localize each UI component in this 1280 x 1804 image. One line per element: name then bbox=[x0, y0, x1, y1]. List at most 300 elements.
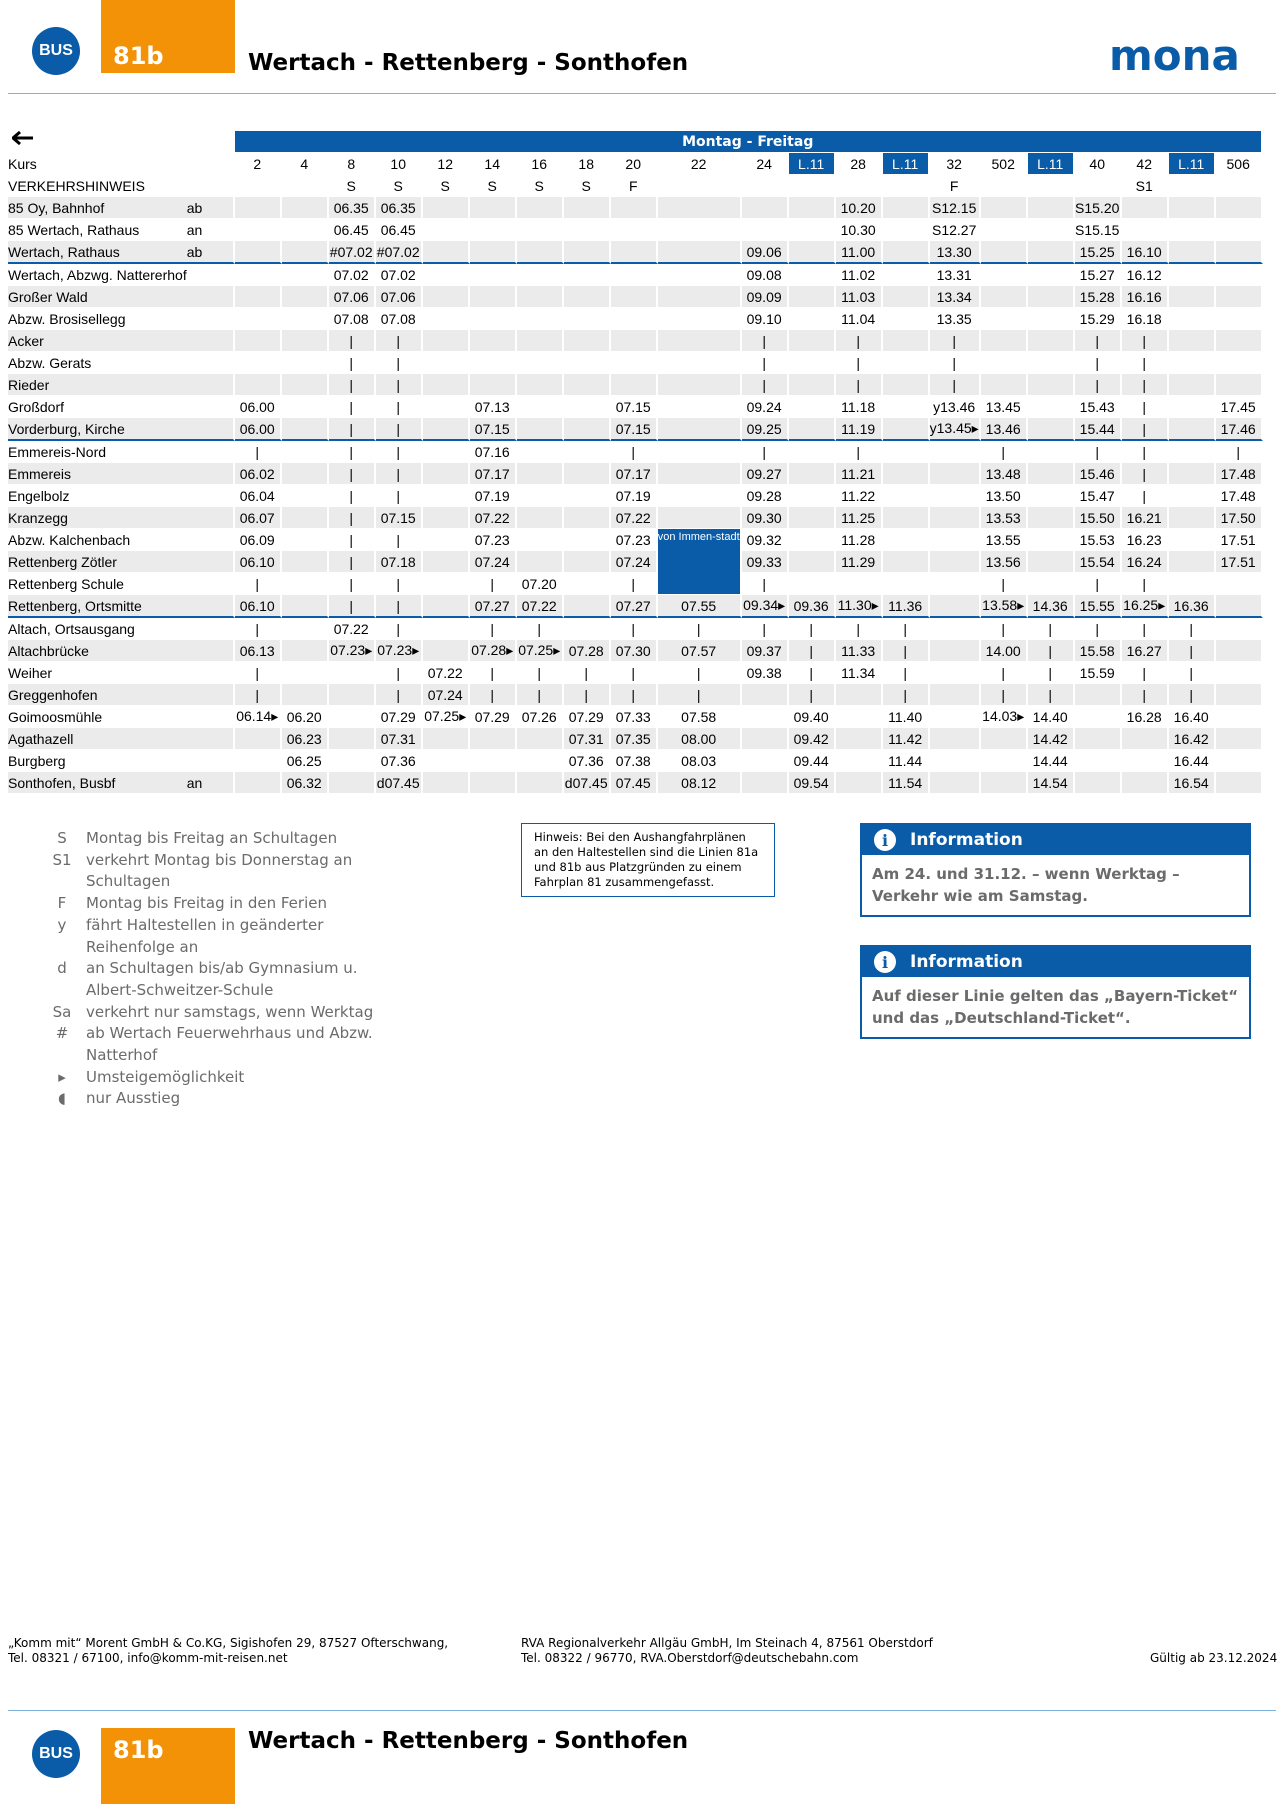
time-cell: 07.36 bbox=[376, 750, 423, 772]
time-cell bbox=[1169, 529, 1216, 551]
time-cell bbox=[883, 374, 930, 396]
time-cell bbox=[789, 551, 836, 573]
time-cell bbox=[611, 330, 658, 352]
time-cell: 06.02 bbox=[235, 463, 282, 485]
time-cell bbox=[1028, 418, 1075, 441]
time-cell bbox=[1169, 463, 1216, 485]
time-cell bbox=[517, 485, 564, 507]
time-cell bbox=[517, 463, 564, 485]
time-cell: d07.45 bbox=[564, 772, 611, 794]
time-cell bbox=[517, 551, 564, 573]
time-cell bbox=[883, 330, 930, 352]
time-cell: 09.36 bbox=[789, 595, 836, 618]
table-row bbox=[8, 330, 1263, 352]
time-cell bbox=[564, 330, 611, 352]
time-cell bbox=[235, 286, 282, 308]
time-cell bbox=[1028, 485, 1075, 507]
time-cell: 13.58▸ bbox=[981, 595, 1028, 618]
table-row bbox=[8, 441, 1263, 463]
time-cell: 07.02 bbox=[376, 264, 423, 286]
time-cell bbox=[930, 662, 981, 684]
time-cell bbox=[789, 485, 836, 507]
time-cell: 09.28 bbox=[742, 485, 789, 507]
time-cell: 06.25 bbox=[282, 750, 329, 772]
hinweis-code bbox=[836, 175, 883, 197]
time-cell: 07.15 bbox=[611, 396, 658, 418]
time-cell: | bbox=[981, 684, 1028, 706]
time-cell bbox=[423, 219, 470, 241]
table-row bbox=[8, 662, 1263, 684]
time-cell: 07.29 bbox=[376, 706, 423, 728]
time-cell: | bbox=[883, 618, 930, 640]
time-cell: 11.28 bbox=[836, 529, 883, 551]
kurs-number: 22 bbox=[658, 153, 742, 175]
stop-name: Burgberg bbox=[8, 750, 187, 772]
hinweis-code: F bbox=[930, 175, 981, 197]
arr-dep bbox=[187, 396, 235, 418]
time-cell bbox=[930, 728, 981, 750]
time-cell: 16.10 bbox=[1122, 241, 1169, 264]
time-cell: | bbox=[1122, 330, 1169, 352]
time-cell: 07.29 bbox=[564, 706, 611, 728]
time-cell bbox=[564, 374, 611, 396]
arr-dep bbox=[187, 286, 235, 308]
time-cell: 09.24 bbox=[742, 396, 789, 418]
time-cell bbox=[883, 551, 930, 573]
time-cell bbox=[235, 197, 282, 219]
time-cell: 14.03▸ bbox=[981, 706, 1028, 728]
time-cell: 06.45 bbox=[376, 219, 423, 241]
time-cell bbox=[564, 197, 611, 219]
time-cell: | bbox=[376, 441, 423, 463]
time-cell: | bbox=[1075, 441, 1122, 463]
time-cell bbox=[1169, 241, 1216, 264]
time-cell: 07.58 bbox=[658, 706, 742, 728]
time-cell bbox=[1028, 241, 1075, 264]
time-cell: | bbox=[517, 684, 564, 706]
time-cell: 09.42 bbox=[789, 728, 836, 750]
stop-name: 85 Wertach, Rathaus bbox=[8, 219, 187, 241]
table-row bbox=[8, 640, 1263, 662]
time-cell bbox=[1028, 308, 1075, 330]
hinweis-code bbox=[1216, 175, 1263, 197]
time-cell: 14.42 bbox=[1028, 728, 1075, 750]
time-cell bbox=[470, 750, 517, 772]
time-cell bbox=[470, 352, 517, 374]
legend-text: verkehrt nur samstags, wenn Werktag bbox=[86, 1002, 374, 1021]
time-cell: 10.30 bbox=[836, 219, 883, 241]
time-cell: 11.25 bbox=[836, 507, 883, 529]
time-cell: | bbox=[611, 684, 658, 706]
time-cell bbox=[930, 595, 981, 618]
time-cell: 15.55 bbox=[1075, 595, 1122, 618]
time-cell bbox=[1075, 750, 1122, 772]
time-cell bbox=[883, 286, 930, 308]
time-cell bbox=[1216, 219, 1263, 241]
kurs-number: 42 bbox=[1122, 153, 1169, 175]
time-cell: 06.35 bbox=[376, 197, 423, 219]
time-cell: 15.25 bbox=[1075, 241, 1122, 264]
arr-dep bbox=[187, 640, 235, 662]
time-cell: 07.16 bbox=[470, 441, 517, 463]
time-cell bbox=[423, 485, 470, 507]
time-cell bbox=[1075, 728, 1122, 750]
legend-item bbox=[38, 1002, 396, 1024]
time-cell: | bbox=[235, 618, 282, 640]
time-cell: 07.13 bbox=[470, 396, 517, 418]
legend-text: fährt Haltestellen in geänderter Reihenfolge an bbox=[86, 915, 324, 956]
time-cell: 15.50 bbox=[1075, 507, 1122, 529]
time-cell: | bbox=[789, 640, 836, 662]
time-cell: 07.25▸ bbox=[423, 706, 470, 728]
time-cell bbox=[470, 728, 517, 750]
info-box-holidays bbox=[860, 823, 1251, 917]
time-cell bbox=[423, 286, 470, 308]
time-cell bbox=[1028, 463, 1075, 485]
table-row bbox=[8, 507, 1263, 529]
time-cell: 09.09 bbox=[742, 286, 789, 308]
time-cell: | bbox=[470, 684, 517, 706]
time-cell bbox=[235, 241, 282, 264]
time-cell: 06.07 bbox=[235, 507, 282, 529]
time-cell bbox=[517, 330, 564, 352]
time-cell bbox=[883, 485, 930, 507]
stop-name: 85 Oy, Bahnhof bbox=[8, 197, 187, 219]
time-cell bbox=[1216, 684, 1263, 706]
time-cell: 13.30 bbox=[930, 241, 981, 264]
time-cell bbox=[981, 219, 1028, 241]
time-cell: 16.27 bbox=[1122, 640, 1169, 662]
time-cell: 06.00 bbox=[235, 396, 282, 418]
time-cell bbox=[1216, 264, 1263, 286]
route-title: Wertach - Rettenberg - Sonthofen bbox=[248, 1728, 689, 1754]
time-cell bbox=[517, 352, 564, 374]
time-cell bbox=[282, 485, 329, 507]
time-cell: 13.35 bbox=[930, 308, 981, 330]
time-cell bbox=[564, 441, 611, 463]
time-cell bbox=[789, 352, 836, 374]
time-cell bbox=[517, 529, 564, 551]
time-cell: | bbox=[981, 441, 1028, 463]
kurs-number: 4 bbox=[282, 153, 329, 175]
time-cell bbox=[981, 264, 1028, 286]
time-cell bbox=[789, 197, 836, 219]
time-cell bbox=[789, 286, 836, 308]
time-cell bbox=[282, 241, 329, 264]
time-cell bbox=[423, 618, 470, 640]
time-cell bbox=[1169, 352, 1216, 374]
time-cell: | bbox=[836, 374, 883, 396]
time-cell: | bbox=[789, 662, 836, 684]
time-cell: | bbox=[1169, 618, 1216, 640]
time-cell bbox=[930, 529, 981, 551]
time-cell: 11.04 bbox=[836, 308, 883, 330]
time-cell: | bbox=[376, 418, 423, 441]
time-cell bbox=[1075, 706, 1122, 728]
time-cell bbox=[423, 728, 470, 750]
time-cell bbox=[742, 197, 789, 219]
legend-text: Montag bis Freitag in den Ferien bbox=[86, 894, 327, 913]
time-cell: #07.02 bbox=[329, 241, 376, 264]
bottom-header bbox=[0, 1704, 1280, 1804]
time-cell bbox=[981, 728, 1028, 750]
time-cell bbox=[423, 595, 470, 618]
stop-name: Engelbolz bbox=[8, 485, 187, 507]
time-cell: 15.43 bbox=[1075, 396, 1122, 418]
time-cell bbox=[789, 441, 836, 463]
table-row bbox=[8, 197, 1263, 219]
time-cell: 06.14▸ bbox=[235, 706, 282, 728]
time-cell bbox=[423, 529, 470, 551]
time-cell: S15.20 bbox=[1075, 197, 1122, 219]
time-cell bbox=[423, 264, 470, 286]
time-cell: 16.16 bbox=[1122, 286, 1169, 308]
time-cell: 11.22 bbox=[836, 485, 883, 507]
time-cell: 07.57 bbox=[658, 640, 742, 662]
time-cell: 17.46 bbox=[1216, 418, 1263, 441]
time-cell bbox=[235, 750, 282, 772]
time-cell: | bbox=[376, 463, 423, 485]
time-cell: | bbox=[1216, 441, 1263, 463]
time-cell: | bbox=[981, 662, 1028, 684]
time-cell bbox=[470, 241, 517, 264]
time-cell: 11.21 bbox=[836, 463, 883, 485]
time-cell: 11.30▸ bbox=[836, 595, 883, 618]
time-cell: | bbox=[930, 374, 981, 396]
time-cell bbox=[423, 308, 470, 330]
stop-name: Weiher bbox=[8, 662, 187, 684]
time-cell bbox=[789, 463, 836, 485]
time-cell bbox=[564, 595, 611, 618]
time-cell bbox=[789, 573, 836, 595]
time-cell: 06.00 bbox=[235, 418, 282, 441]
time-cell: 15.28 bbox=[1075, 286, 1122, 308]
hinweis-label: VERKEHRSHINWEIS bbox=[8, 175, 187, 197]
time-cell bbox=[1216, 706, 1263, 728]
time-cell: | bbox=[1075, 330, 1122, 352]
time-cell: 07.31 bbox=[376, 728, 423, 750]
bus-badge: BUS bbox=[32, 27, 80, 75]
time-cell: 15.29 bbox=[1075, 308, 1122, 330]
time-cell bbox=[564, 551, 611, 573]
time-cell: 11.02 bbox=[836, 264, 883, 286]
kurs-number: 40 bbox=[1075, 153, 1122, 175]
info-text: Auf dieser Linie gelten das „Bayern-Ticket“ und das „Deutschland-Ticket“. bbox=[872, 987, 1239, 1027]
legend-text: nur Ausstieg bbox=[86, 1089, 181, 1108]
von-immenstadt-badge: von Immen-stadt bbox=[658, 529, 742, 595]
time-cell: 06.23 bbox=[282, 728, 329, 750]
time-cell bbox=[282, 308, 329, 330]
time-cell bbox=[742, 728, 789, 750]
time-cell bbox=[564, 463, 611, 485]
time-cell: 07.29 bbox=[470, 706, 517, 728]
arr-dep bbox=[187, 706, 235, 728]
arr-dep bbox=[187, 374, 235, 396]
hinweis-code bbox=[1075, 175, 1122, 197]
time-cell bbox=[930, 441, 981, 463]
time-cell bbox=[883, 396, 930, 418]
time-cell bbox=[564, 308, 611, 330]
time-cell: 07.15 bbox=[611, 418, 658, 441]
time-cell: 07.08 bbox=[329, 308, 376, 330]
time-cell: | bbox=[930, 352, 981, 374]
time-cell: 13.48 bbox=[981, 463, 1028, 485]
time-cell bbox=[282, 684, 329, 706]
stop-name: Greggenhofen bbox=[8, 684, 187, 706]
stop-name: Wertach, Rathaus bbox=[8, 241, 187, 264]
time-cell bbox=[235, 728, 282, 750]
legend-item bbox=[38, 915, 396, 958]
time-cell bbox=[282, 418, 329, 441]
time-cell bbox=[1216, 308, 1263, 330]
kurs-number: 502 bbox=[981, 153, 1028, 175]
time-cell: | bbox=[376, 595, 423, 618]
stop-name: Acker bbox=[8, 330, 187, 352]
time-cell: 07.24 bbox=[423, 684, 470, 706]
time-cell: 06.20 bbox=[282, 706, 329, 728]
time-cell: 13.50 bbox=[981, 485, 1028, 507]
time-cell bbox=[658, 330, 742, 352]
time-cell: 16.36 bbox=[1169, 595, 1216, 618]
time-cell: | bbox=[658, 662, 742, 684]
time-cell: 07.33 bbox=[611, 706, 658, 728]
kurs-label: Kurs bbox=[8, 153, 187, 175]
table-row bbox=[8, 352, 1263, 374]
time-cell bbox=[836, 706, 883, 728]
hinweis-code: S bbox=[423, 175, 470, 197]
time-cell bbox=[1122, 772, 1169, 794]
footer-left bbox=[8, 1636, 448, 1666]
time-cell bbox=[564, 264, 611, 286]
time-cell: 14.40 bbox=[1028, 706, 1075, 728]
arr-dep bbox=[187, 308, 235, 330]
time-cell: 09.30 bbox=[742, 507, 789, 529]
time-cell: | bbox=[658, 684, 742, 706]
table-row bbox=[8, 264, 1263, 286]
blank bbox=[8, 131, 187, 153]
footer-left-line2: Tel. 08321 / 67100, info@komm-mit-reisen.net bbox=[8, 1651, 288, 1665]
time-cell bbox=[564, 618, 611, 640]
time-cell: 09.10 bbox=[742, 308, 789, 330]
time-cell bbox=[658, 396, 742, 418]
time-cell: | bbox=[376, 485, 423, 507]
time-cell bbox=[1122, 219, 1169, 241]
time-cell: | bbox=[1169, 662, 1216, 684]
time-cell: S12.15 bbox=[930, 197, 981, 219]
time-cell: 07.23▸ bbox=[329, 640, 376, 662]
time-cell bbox=[282, 374, 329, 396]
time-cell bbox=[470, 330, 517, 352]
time-cell: 11.36 bbox=[883, 595, 930, 618]
time-cell: 15.46 bbox=[1075, 463, 1122, 485]
time-cell: 07.19 bbox=[470, 485, 517, 507]
blank bbox=[187, 175, 235, 197]
time-cell: 13.53 bbox=[981, 507, 1028, 529]
kurs-row bbox=[8, 153, 1263, 175]
time-cell: 07.24 bbox=[470, 551, 517, 573]
time-cell bbox=[1216, 595, 1263, 618]
table-row bbox=[8, 418, 1263, 441]
time-cell bbox=[282, 573, 329, 595]
legend-text: ab Wertach Feuerwehrhaus und Abzw. Natterhof bbox=[86, 1024, 373, 1065]
stop-name: Rettenberg Zötler bbox=[8, 551, 187, 573]
line-number: 81b bbox=[101, 1728, 235, 1804]
time-cell bbox=[564, 507, 611, 529]
time-cell bbox=[883, 463, 930, 485]
time-cell bbox=[789, 418, 836, 441]
table-row bbox=[8, 618, 1263, 640]
time-cell bbox=[517, 219, 564, 241]
time-cell: 08.00 bbox=[658, 728, 742, 750]
time-cell bbox=[981, 772, 1028, 794]
time-cell bbox=[658, 485, 742, 507]
time-cell bbox=[423, 241, 470, 264]
time-cell: 06.32 bbox=[282, 772, 329, 794]
time-cell bbox=[564, 241, 611, 264]
time-cell: 07.27 bbox=[470, 595, 517, 618]
time-cell bbox=[470, 374, 517, 396]
time-cell bbox=[282, 529, 329, 551]
time-cell bbox=[282, 507, 329, 529]
time-cell bbox=[1122, 750, 1169, 772]
time-cell: | bbox=[789, 684, 836, 706]
footer-mid-line1: RVA Regionalverkehr Allgäu GmbH, Im Steinach 4, 87561 Oberstdorf bbox=[521, 1636, 933, 1650]
hinweis-code: S bbox=[564, 175, 611, 197]
time-cell bbox=[930, 772, 981, 794]
time-cell bbox=[282, 197, 329, 219]
hinweis-code bbox=[658, 175, 742, 197]
time-cell bbox=[564, 485, 611, 507]
kurs-number: 16 bbox=[517, 153, 564, 175]
time-cell: 13.45 bbox=[981, 396, 1028, 418]
time-cell: | bbox=[1122, 352, 1169, 374]
time-cell: 07.23 bbox=[611, 529, 658, 551]
legend-text: Montag bis Freitag an Schultagen bbox=[86, 829, 338, 847]
time-cell: 07.24 bbox=[611, 551, 658, 573]
time-cell bbox=[423, 463, 470, 485]
arr-dep bbox=[187, 485, 235, 507]
time-cell: 07.28 bbox=[564, 640, 611, 662]
time-cell bbox=[981, 197, 1028, 219]
time-cell: 07.22 bbox=[423, 662, 470, 684]
kurs-number: 32 bbox=[930, 153, 981, 175]
time-cell: 07.27 bbox=[611, 595, 658, 618]
time-cell bbox=[836, 728, 883, 750]
time-cell bbox=[423, 330, 470, 352]
time-cell bbox=[423, 772, 470, 794]
time-cell bbox=[1122, 197, 1169, 219]
table-row bbox=[8, 595, 1263, 618]
time-cell bbox=[611, 352, 658, 374]
time-cell: 13.56 bbox=[981, 551, 1028, 573]
time-cell bbox=[981, 374, 1028, 396]
legend-key: d bbox=[57, 959, 67, 978]
time-cell bbox=[470, 772, 517, 794]
timetable bbox=[8, 131, 1263, 794]
table-row bbox=[8, 308, 1263, 330]
time-cell: 15.58 bbox=[1075, 640, 1122, 662]
time-cell bbox=[282, 352, 329, 374]
stop-name: Vorderburg, Kirche bbox=[8, 418, 187, 441]
time-cell bbox=[423, 374, 470, 396]
time-cell: | bbox=[1122, 573, 1169, 595]
arr-dep: ab bbox=[187, 197, 235, 219]
time-cell bbox=[789, 374, 836, 396]
time-cell bbox=[658, 352, 742, 374]
time-cell: 09.40 bbox=[789, 706, 836, 728]
time-cell bbox=[1169, 485, 1216, 507]
hinweis-code bbox=[282, 175, 329, 197]
